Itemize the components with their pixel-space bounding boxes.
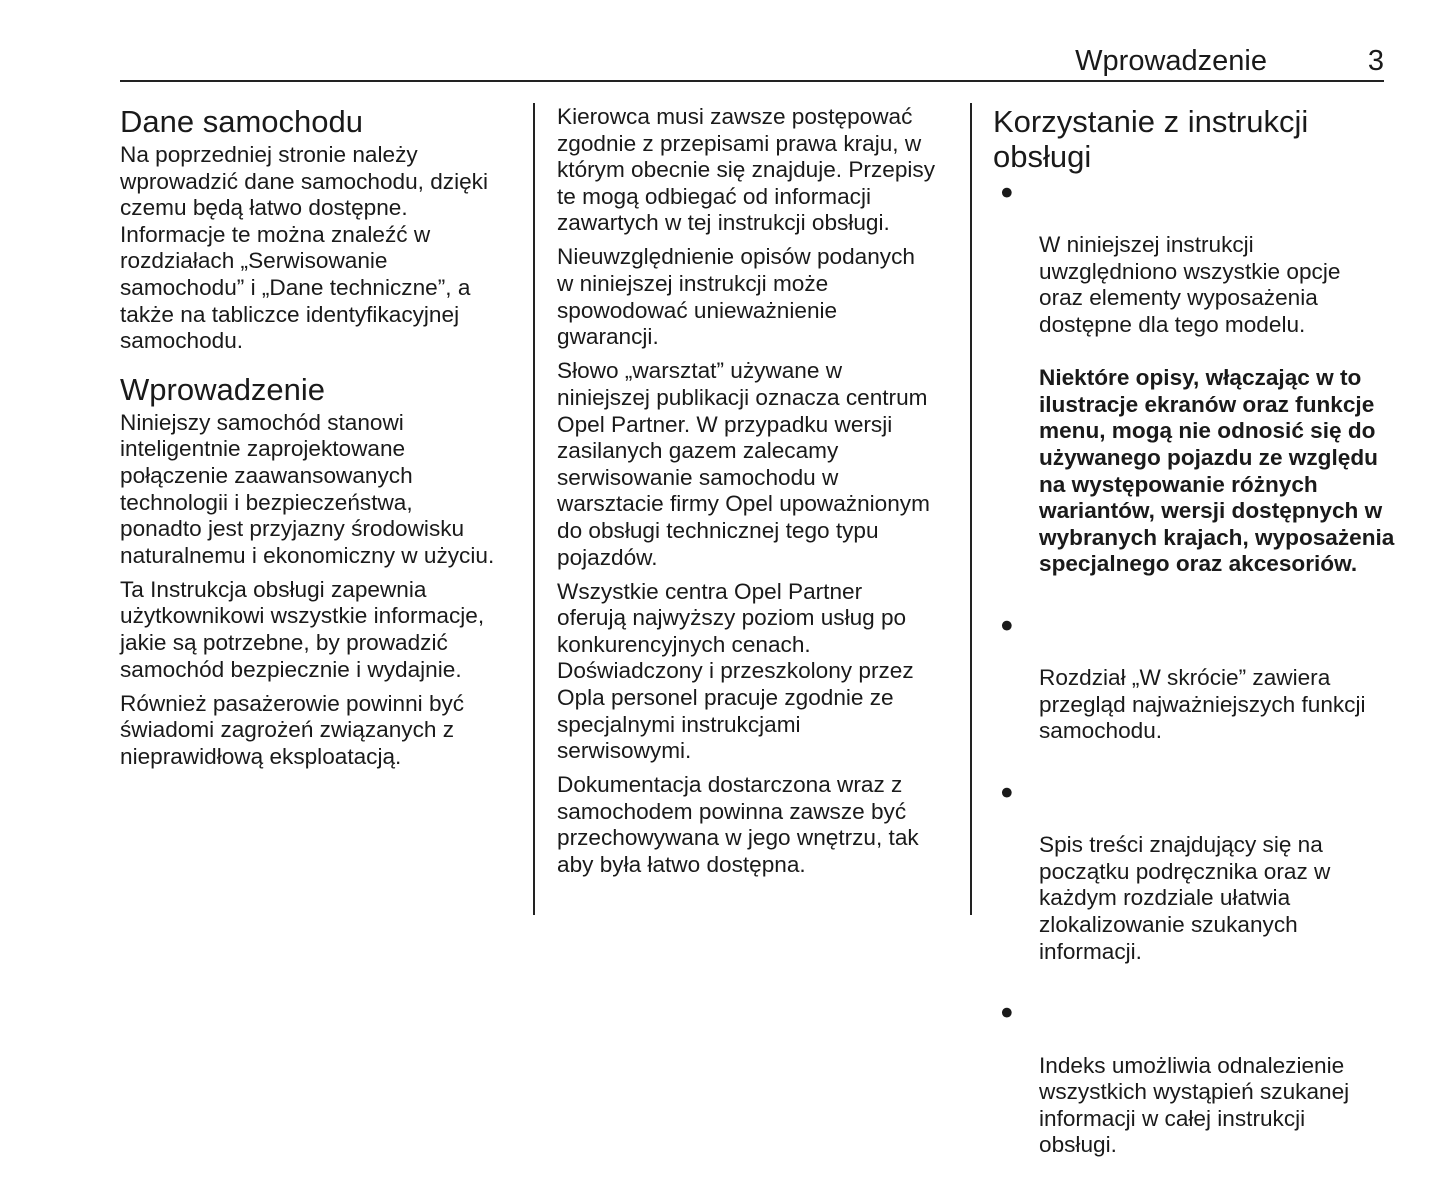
- heading-korzystanie: Korzystanie z instrukcji obsługi: [993, 104, 1309, 174]
- list-item-text: Indeks umożliwia odnalezienie wszystkich wystąpień szukanej informacji w całej instrukcji obsługi.: [1039, 1052, 1350, 1158]
- list-item: [993, 779, 1413, 992]
- list-item-text: W niniejszej instrukcji uwzględniono wszystkie opcje oraz elementy wyposażenia dostępne dla tego modelu.: [1039, 232, 1341, 337]
- bullet-icon: ●: [1000, 179, 1014, 204]
- page-number: 3: [1367, 45, 1384, 77]
- column-2: [557, 104, 957, 886]
- heading-wprowadzenie: Wprowadzenie: [120, 371, 326, 407]
- paragraph: Dokumentacja dostarczona wraz z samochodem powinna zawsze być przechowywana w jego wnętrzu, tak aby była łatwo dostępna.: [557, 772, 919, 878]
- paragraph: Wszystkie centra Opel Partner oferują najwyższy poziom usług po konkurencyjnych cenach. Doświadczony i przeszkolony przez Opla personel pracuje zgodnie ze specjalnymi instrukcjami serwisowymi.: [557, 578, 914, 764]
- paragraph: Słowo „warsztat” używane w niniejszej publikacji oznacza centrum Opel Partner. W przypadku wersji zasilanych gazem zalecamy serwisowanie samochodu w warsztacie firmy Opel upoważnionym do obsługi technicznej tego typu pojazdów.: [557, 358, 930, 570]
- list-item-text: Spis treści znajdujący się na początku podręcznika oraz w każdym rozdziale ułatwia zlokalizowanie szukanych informacji.: [1039, 832, 1331, 964]
- running-header-title: Wprowadzenie: [1075, 45, 1267, 77]
- bullet-icon: ●: [1000, 779, 1014, 805]
- column-1: [120, 104, 520, 778]
- header-rule: [120, 80, 1384, 82]
- paragraph: Nieuwzględnienie opisów podanych w niniejszej instrukcji może spowodować unieważnienie gwarancji.: [557, 244, 915, 350]
- bullet-list: [993, 179, 1413, 1185]
- paragraph: Na poprzedniej stronie należy wprowadzić dane samochodu, dzięki czemu będą łatwo dostępne. Informacje te można znaleźć w rozdziałach „Serwisowanie samochodu” i „Dane techniczne”, a także na tabliczce identyfikacyjnej samochodu.: [120, 142, 488, 354]
- list-item: [993, 179, 1413, 605]
- heading-dane-samochodu: Dane samochodu: [120, 104, 363, 139]
- list-item-bold-text: Niektóre opisy, włączając w to ilustracje ekranów oraz funkcje menu, mogą nie odnosić się do używanego pojazdu ze względu na występowanie różnych wariantów, wersji dostępnych w wybranych krajach, wyposażenia specjalnego oraz akcesoriów.: [1039, 365, 1395, 577]
- list-item: [993, 999, 1413, 1185]
- column-3: [993, 104, 1413, 1193]
- bullet-icon: ●: [1000, 612, 1014, 637]
- list-item: [993, 612, 1413, 772]
- paragraph: Kierowca musi zawsze postępować zgodnie z przepisami prawa kraju, w którym obecnie się znajduje. Przepisy te mogą odbiegać od informacji zawartych w tej instrukcji obsługi.: [557, 104, 935, 236]
- column-divider-2: [970, 103, 972, 915]
- bullet-icon: ●: [1000, 999, 1014, 1025]
- column-divider-1: [533, 103, 535, 915]
- list-item-text: Rozdział „W skrócie” zawiera przegląd najważniejszych funkcji samochodu.: [1039, 665, 1366, 744]
- paragraph: Również pasażerowie powinni być świadomi zagrożeń związanych z nieprawidłową eksploatacją.: [120, 690, 465, 769]
- paragraph: Ta Instrukcja obsługi zapewnia użytkownikowi wszystkie informacje, jakie są potrzebne, by prowadzić samochód bezpiecznie i wydajnie.: [120, 576, 485, 682]
- paragraph: Niniejszy samochód stanowi inteligentnie zaprojektowane połączenie zaawansowanych technologii i bezpieczeństwa, ponadto jest przyjazny środowisku naturalnemu i ekonomiczny w użyciu.: [120, 409, 495, 568]
